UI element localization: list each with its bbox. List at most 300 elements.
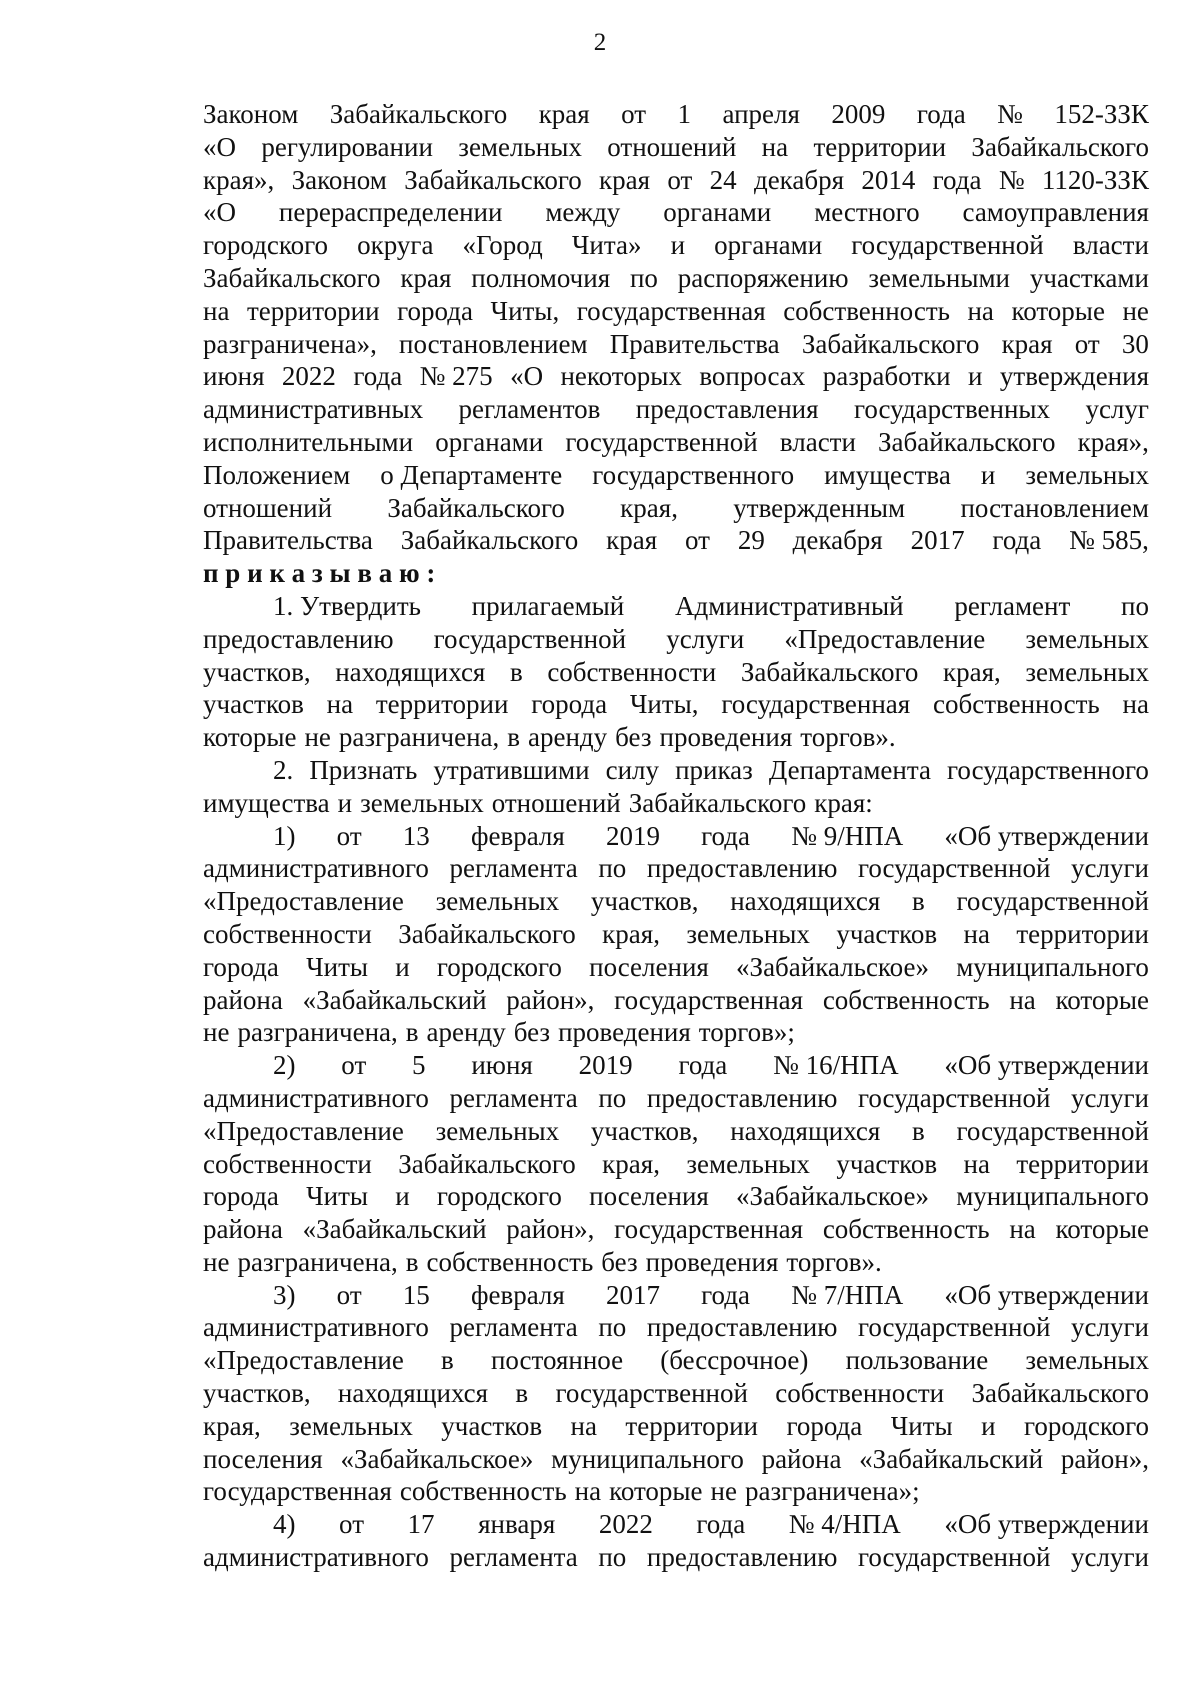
word: края», bbox=[1077, 426, 1149, 457]
text-line bbox=[203, 328, 1149, 361]
word: 2009 bbox=[831, 99, 886, 129]
word: по bbox=[1121, 590, 1149, 621]
word: собственность bbox=[822, 1214, 990, 1245]
word: которые bbox=[203, 722, 297, 753]
word: не bbox=[203, 1017, 230, 1048]
text-line bbox=[203, 721, 1149, 754]
word: муниципального bbox=[956, 1181, 1149, 1212]
word: находящихся bbox=[730, 886, 881, 917]
word: от bbox=[339, 1509, 364, 1540]
text-line bbox=[203, 688, 1149, 721]
word: без bbox=[513, 1017, 551, 1048]
word: разграничена, bbox=[237, 1017, 398, 1048]
word: которые bbox=[1011, 295, 1105, 326]
word: некоторых bbox=[560, 361, 682, 392]
word: июня bbox=[471, 1050, 533, 1081]
text-line bbox=[203, 1180, 1149, 1213]
word: находящихся bbox=[730, 1115, 881, 1146]
word: Забайкальского bbox=[628, 787, 807, 818]
word: 15 bbox=[402, 1279, 430, 1310]
word: и bbox=[395, 951, 410, 982]
word: земельных bbox=[435, 886, 560, 917]
word: округа bbox=[357, 230, 434, 261]
word: самоуправления bbox=[962, 197, 1149, 228]
word: от bbox=[336, 1279, 362, 1310]
word: отношений bbox=[607, 131, 737, 162]
word: земельных bbox=[289, 1410, 413, 1441]
word: «Предоставление bbox=[203, 886, 404, 917]
word: отношений bbox=[491, 787, 621, 818]
word: 2019 bbox=[578, 1050, 633, 1081]
word: район», bbox=[506, 984, 595, 1015]
word: № 585, bbox=[1069, 525, 1149, 556]
word: поселения bbox=[589, 1181, 709, 1212]
word: участков, bbox=[590, 1115, 699, 1146]
word: разграничена, bbox=[338, 722, 500, 753]
word: на bbox=[203, 295, 230, 326]
word: по bbox=[598, 853, 627, 884]
word: 1 bbox=[677, 99, 692, 129]
word: государственной bbox=[851, 230, 1044, 261]
word: от bbox=[621, 99, 647, 129]
word: 13 bbox=[402, 820, 430, 851]
word: которые bbox=[1055, 984, 1149, 1015]
word: территории bbox=[375, 689, 509, 720]
word: собственности bbox=[203, 1148, 372, 1179]
word: административного bbox=[203, 853, 429, 884]
word: собственность bbox=[783, 295, 950, 326]
text-line bbox=[203, 1541, 1149, 1574]
word: на bbox=[1009, 1214, 1036, 1245]
word: между bbox=[545, 197, 621, 228]
word: полномочия bbox=[471, 262, 611, 293]
word: собственности bbox=[547, 656, 717, 687]
word: которые bbox=[1055, 1214, 1149, 1245]
word: Забайкальского bbox=[398, 918, 576, 949]
text-line bbox=[203, 1148, 1149, 1181]
word: в bbox=[405, 1017, 419, 1048]
word: распоряжению bbox=[677, 262, 849, 293]
word: утвержденным bbox=[733, 492, 906, 523]
word: «Об утверждении bbox=[944, 1279, 1149, 1310]
word: по bbox=[629, 262, 658, 293]
word: земельных bbox=[1025, 459, 1149, 490]
word: пользование bbox=[845, 1345, 989, 1376]
text-line bbox=[203, 1344, 1149, 1377]
word: на bbox=[1122, 689, 1149, 720]
word: район», bbox=[1060, 1443, 1149, 1474]
word: города bbox=[203, 951, 279, 982]
word: предоставлению bbox=[646, 1542, 838, 1573]
word: на bbox=[574, 1476, 602, 1507]
word: собственности bbox=[775, 1378, 945, 1409]
word: № bbox=[997, 99, 1023, 129]
word: территории bbox=[625, 1410, 758, 1441]
text-line bbox=[203, 787, 1149, 820]
word: собственность bbox=[426, 1246, 594, 1277]
word: государственная bbox=[203, 1476, 392, 1507]
word: города bbox=[786, 1410, 863, 1441]
word: «Об утверждении bbox=[944, 1050, 1149, 1081]
word: от bbox=[667, 164, 693, 195]
word: административных bbox=[203, 394, 424, 425]
word: 4) bbox=[273, 1509, 296, 1540]
word: собственности bbox=[203, 918, 372, 949]
word: местного bbox=[814, 197, 920, 228]
text-line bbox=[203, 524, 1149, 557]
word: предоставлению bbox=[646, 1312, 838, 1343]
text-line bbox=[203, 426, 1149, 459]
word: 5 bbox=[412, 1050, 426, 1081]
word: аренду bbox=[528, 722, 608, 753]
word: торгов». bbox=[800, 722, 896, 753]
word: участков bbox=[836, 918, 938, 949]
text-line bbox=[203, 984, 1149, 1017]
word: находящихся bbox=[335, 656, 486, 687]
word: района bbox=[203, 1214, 283, 1245]
word: и bbox=[395, 1181, 410, 1212]
word: 17 bbox=[407, 1509, 435, 1540]
page-number: 2 bbox=[593, 29, 607, 56]
word: земельными bbox=[868, 262, 1010, 293]
word: декабря bbox=[792, 525, 883, 556]
word: по bbox=[598, 1312, 627, 1343]
word: Читы bbox=[890, 1410, 953, 1441]
word: края, bbox=[602, 918, 660, 949]
word: земельных bbox=[360, 787, 484, 818]
word: Административный bbox=[674, 590, 904, 621]
word: Забайкальского bbox=[400, 525, 579, 556]
word: года bbox=[701, 1279, 751, 1310]
word: не bbox=[1122, 295, 1149, 326]
word: государственная bbox=[721, 689, 911, 720]
word: на bbox=[326, 689, 354, 720]
text-line bbox=[203, 1279, 1149, 1312]
word: государственной bbox=[433, 623, 627, 654]
word: городского bbox=[436, 1181, 562, 1212]
word: Читы, bbox=[490, 295, 560, 326]
word: территории bbox=[246, 295, 380, 326]
word: 29 bbox=[737, 525, 765, 556]
text-line bbox=[203, 1246, 1149, 1279]
word: Забайкальского bbox=[801, 328, 980, 359]
word: силу bbox=[605, 754, 660, 785]
word: Положением bbox=[203, 459, 351, 490]
word: государственная bbox=[614, 1214, 804, 1245]
word: января bbox=[478, 1509, 556, 1540]
word: от bbox=[341, 1050, 367, 1081]
word: на bbox=[963, 1148, 990, 1179]
word: торгов». bbox=[786, 1246, 882, 1277]
word: земельных bbox=[435, 1115, 560, 1146]
text-line bbox=[203, 360, 1149, 393]
word: района bbox=[761, 1443, 842, 1474]
text-line bbox=[203, 393, 1149, 426]
word: края bbox=[599, 164, 651, 195]
word: постановлением bbox=[399, 328, 588, 359]
word: муниципального bbox=[956, 951, 1149, 982]
word: проведения bbox=[558, 1017, 691, 1048]
word: и bbox=[980, 459, 996, 490]
word: «Забайкальское» bbox=[340, 1443, 534, 1474]
text-line bbox=[203, 656, 1149, 689]
word: края, bbox=[942, 656, 1001, 687]
word: 2022 bbox=[598, 1509, 653, 1540]
word: поселения bbox=[203, 1443, 323, 1474]
text-line bbox=[203, 196, 1149, 229]
word: государственной bbox=[956, 1115, 1149, 1146]
word: государственной bbox=[555, 1378, 748, 1409]
text-line bbox=[203, 1443, 1149, 1476]
word: земельных bbox=[686, 1148, 810, 1179]
word: на bbox=[1009, 984, 1036, 1015]
word: «Забайкальское» bbox=[736, 951, 929, 982]
text-line bbox=[203, 754, 1149, 787]
word: Законом bbox=[291, 164, 387, 195]
word: 152-ЗЗК bbox=[1054, 99, 1149, 129]
text-line bbox=[203, 918, 1149, 951]
word: 2019 bbox=[605, 820, 660, 851]
word: в bbox=[405, 1246, 419, 1277]
word: «Забайкальский bbox=[859, 1443, 1044, 1474]
word: услуги bbox=[1070, 1082, 1149, 1113]
word: участков bbox=[203, 689, 304, 720]
word: административного bbox=[203, 1082, 429, 1113]
text-line bbox=[203, 295, 1149, 328]
word: утратившими bbox=[433, 754, 590, 785]
text-line bbox=[203, 1377, 1149, 1410]
word: государственной bbox=[565, 426, 758, 457]
word: услуги bbox=[1070, 1312, 1149, 1343]
word: «Предоставление bbox=[203, 1345, 404, 1376]
word: города bbox=[397, 295, 473, 326]
word: власти bbox=[1072, 230, 1149, 261]
word: Забайкальского bbox=[740, 656, 919, 687]
word: Читы bbox=[306, 951, 369, 982]
word: в bbox=[509, 656, 523, 687]
word: года bbox=[701, 820, 751, 851]
word: постоянное bbox=[490, 1345, 624, 1376]
word: Забайкальского bbox=[203, 262, 381, 293]
word: «О bbox=[203, 131, 236, 162]
word: «Предоставление bbox=[203, 1115, 404, 1146]
word: территории bbox=[1016, 918, 1149, 949]
word: 2. bbox=[273, 754, 294, 785]
word: края: bbox=[814, 787, 873, 818]
word: Признать bbox=[309, 754, 418, 785]
word: район», bbox=[506, 1214, 595, 1245]
word: государственной bbox=[857, 1312, 1051, 1343]
word: № 7/НПА bbox=[791, 1279, 904, 1310]
text-line bbox=[203, 164, 1149, 197]
word: Забайкальского bbox=[398, 1148, 576, 1179]
word: «Забайкальский bbox=[302, 1214, 487, 1245]
word: края», bbox=[203, 164, 275, 195]
word: 1) bbox=[273, 820, 296, 851]
word: власти bbox=[779, 426, 856, 457]
word: разграничена»; bbox=[744, 1476, 920, 1507]
word: «Забайкальский bbox=[302, 984, 487, 1015]
word: от bbox=[685, 525, 710, 556]
word: Департамента bbox=[768, 754, 931, 785]
word: регламентов bbox=[458, 394, 601, 425]
word: № 16/НПА bbox=[773, 1050, 899, 1081]
word: по bbox=[598, 1082, 627, 1113]
word: имущества bbox=[824, 459, 951, 490]
word: разграничена, bbox=[237, 1246, 398, 1277]
text-line bbox=[203, 623, 1149, 656]
word: органами bbox=[435, 426, 544, 457]
word: края, bbox=[602, 1148, 660, 1179]
word: приказ bbox=[675, 754, 753, 785]
word: государственной bbox=[857, 1082, 1051, 1113]
word: 2014 bbox=[861, 164, 916, 195]
word: регламента bbox=[449, 853, 578, 884]
word: участков, bbox=[203, 1378, 311, 1409]
document-body bbox=[203, 98, 1149, 1574]
word: на bbox=[570, 1410, 597, 1441]
word: регулировании bbox=[261, 131, 433, 162]
word: услуг bbox=[1085, 394, 1149, 425]
word: года bbox=[353, 361, 403, 392]
word: собственность bbox=[822, 984, 990, 1015]
word: края bbox=[606, 525, 658, 556]
word: участков bbox=[836, 1148, 938, 1179]
word: отношений bbox=[203, 492, 333, 523]
word: и bbox=[968, 361, 983, 392]
word: постановлением bbox=[960, 492, 1149, 523]
word: и bbox=[981, 1410, 996, 1441]
text-line bbox=[203, 885, 1149, 918]
word: года bbox=[992, 525, 1042, 556]
text-line bbox=[203, 820, 1149, 853]
word: государственной bbox=[857, 853, 1051, 884]
word: от bbox=[336, 820, 362, 851]
word: не bbox=[304, 722, 331, 753]
word: городского bbox=[1024, 1410, 1149, 1441]
word: года bbox=[932, 164, 982, 195]
word: края bbox=[1001, 328, 1053, 359]
word: органами bbox=[714, 230, 823, 261]
word: № 9/НПА bbox=[791, 820, 904, 851]
word: № 275 bbox=[419, 361, 493, 392]
word: прилагаемый bbox=[471, 590, 625, 621]
word: апреля bbox=[722, 99, 800, 129]
word: имущества bbox=[203, 787, 330, 818]
word: участков bbox=[441, 1410, 543, 1441]
word: города bbox=[531, 689, 608, 720]
word: и bbox=[670, 230, 686, 261]
word: 3) bbox=[273, 1279, 296, 1310]
word: года bbox=[696, 1509, 746, 1540]
word: 30 bbox=[1121, 328, 1149, 359]
word: административного bbox=[203, 1542, 429, 1573]
text-line bbox=[203, 459, 1149, 492]
word: государственной bbox=[956, 886, 1149, 917]
word: собственность bbox=[399, 1476, 567, 1507]
word: «Об утверждении bbox=[944, 820, 1149, 851]
word: № bbox=[998, 164, 1025, 195]
text-line bbox=[203, 1311, 1149, 1344]
word: в bbox=[912, 886, 925, 917]
word: в bbox=[515, 1378, 529, 1409]
word: 24 bbox=[709, 164, 737, 195]
word: города bbox=[203, 1181, 279, 1212]
word: «Забайкальское» bbox=[736, 1181, 929, 1212]
word: предоставления bbox=[635, 394, 819, 425]
word: регламента bbox=[449, 1082, 578, 1113]
word: не bbox=[203, 1246, 230, 1277]
word: поселения bbox=[589, 951, 709, 982]
word: исполнительными bbox=[203, 426, 414, 457]
word: государственной bbox=[857, 1542, 1051, 1573]
text-line bbox=[203, 1213, 1149, 1246]
word: проведения bbox=[645, 1246, 779, 1277]
word: без bbox=[615, 722, 652, 753]
text-line bbox=[203, 852, 1149, 885]
text-line bbox=[203, 557, 1149, 590]
word: муниципального bbox=[551, 1443, 744, 1474]
word: которые bbox=[609, 1476, 703, 1507]
word: государственных bbox=[853, 394, 1051, 425]
word: разграничена», bbox=[203, 328, 377, 359]
word: государственного bbox=[947, 754, 1149, 785]
word: февраля bbox=[470, 1279, 565, 1310]
text-line bbox=[203, 1475, 1149, 1508]
word: Чита» bbox=[571, 230, 642, 261]
word: аренду bbox=[426, 1017, 506, 1048]
word: 2017 bbox=[910, 525, 965, 556]
word: по bbox=[598, 1542, 627, 1573]
word: года bbox=[678, 1050, 728, 1081]
word: услуги bbox=[666, 623, 745, 654]
word: услуги bbox=[1070, 853, 1149, 884]
text-line bbox=[203, 229, 1149, 262]
word: июня bbox=[203, 361, 265, 392]
word: земельных bbox=[458, 131, 582, 162]
word: Забайкальского bbox=[329, 99, 508, 129]
word: услуги bbox=[1070, 1542, 1149, 1573]
word: Забайкальского bbox=[971, 1378, 1149, 1409]
word: регламент bbox=[954, 590, 1071, 621]
word: 1120-ЗЗК bbox=[1041, 164, 1149, 195]
word: проведения bbox=[659, 722, 793, 753]
word: государственная bbox=[576, 295, 766, 326]
text-line bbox=[203, 262, 1149, 295]
text-line bbox=[203, 1016, 1149, 1049]
word: предоставлению bbox=[203, 623, 394, 654]
word: утверждения bbox=[999, 361, 1149, 392]
word: 2017 bbox=[605, 1279, 660, 1310]
text-line bbox=[203, 951, 1149, 984]
word: «Город bbox=[462, 230, 543, 261]
word: года bbox=[916, 99, 966, 129]
word: городского bbox=[436, 951, 562, 982]
text-line bbox=[203, 131, 1149, 164]
word: предоставлению bbox=[646, 1082, 838, 1113]
word: «Об утверждении bbox=[944, 1509, 1149, 1540]
text-line bbox=[203, 1508, 1149, 1541]
word: 2) bbox=[273, 1050, 296, 1081]
word: Забайкальского bbox=[971, 131, 1149, 162]
text-line bbox=[203, 492, 1149, 525]
word: Читы, bbox=[629, 689, 699, 720]
text-line bbox=[203, 98, 1149, 131]
word: вопросах bbox=[699, 361, 806, 392]
word: земельных bbox=[1025, 656, 1149, 687]
word: не bbox=[710, 1476, 737, 1507]
word: от bbox=[1074, 328, 1100, 359]
